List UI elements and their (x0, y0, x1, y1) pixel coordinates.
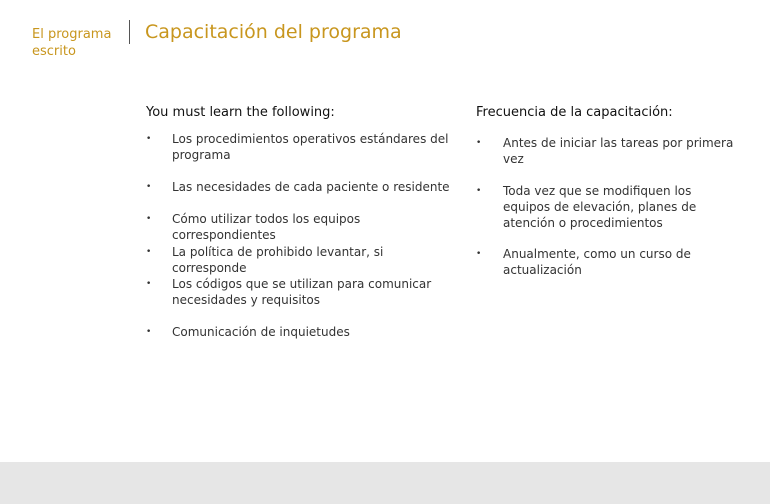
title-divider (129, 20, 130, 44)
list-item (146, 131, 452, 163)
bullet-icon: • (146, 134, 152, 144)
section-label: El programa escrito (32, 27, 112, 59)
list-item (146, 276, 452, 308)
page-title: Capacitación del programa (145, 21, 402, 43)
list-item-text: Los códigos que se utilizan para comunicar necesidades y requisitos (172, 277, 432, 307)
bullet-icon: • (146, 247, 152, 257)
list-item-text: Las necesidades de cada paciente o residente (172, 180, 450, 194)
list-item-text: Anualmente, como un curso de actualización (503, 247, 691, 277)
list-item (146, 179, 452, 195)
bullet-icon: • (146, 214, 152, 224)
bullet-icon: • (146, 327, 152, 337)
bullet-icon: • (476, 138, 482, 148)
list-item (146, 211, 452, 243)
bullet-icon: • (146, 182, 152, 192)
list-item (476, 246, 741, 278)
list-item (146, 244, 452, 276)
left-column-heading: You must learn the following: (146, 105, 335, 120)
list-item-text: Toda vez que se modifiquen los equipos de elevación, planes de atención o procedimientos (503, 184, 697, 230)
bullet-icon: • (476, 186, 482, 196)
right-column-heading: Frecuencia de la capacitación: (476, 105, 673, 120)
bullet-icon: • (476, 249, 482, 259)
list-item-text: Cómo utilizar todos los equipos correspondientes (172, 212, 361, 242)
list-item-text: La política de prohibido levantar, si corresponde (172, 245, 384, 275)
list-item-text: Antes de iniciar las tareas por primera vez (503, 136, 734, 166)
list-item (476, 135, 741, 167)
list-item-text: Comunicación de inquietudes (172, 325, 350, 339)
footer-bar (0, 462, 770, 504)
list-item-text: Los procedimientos operativos estándares del programa (172, 132, 449, 162)
list-item (476, 183, 741, 231)
list-item (146, 324, 452, 340)
bullet-icon: • (146, 279, 152, 289)
